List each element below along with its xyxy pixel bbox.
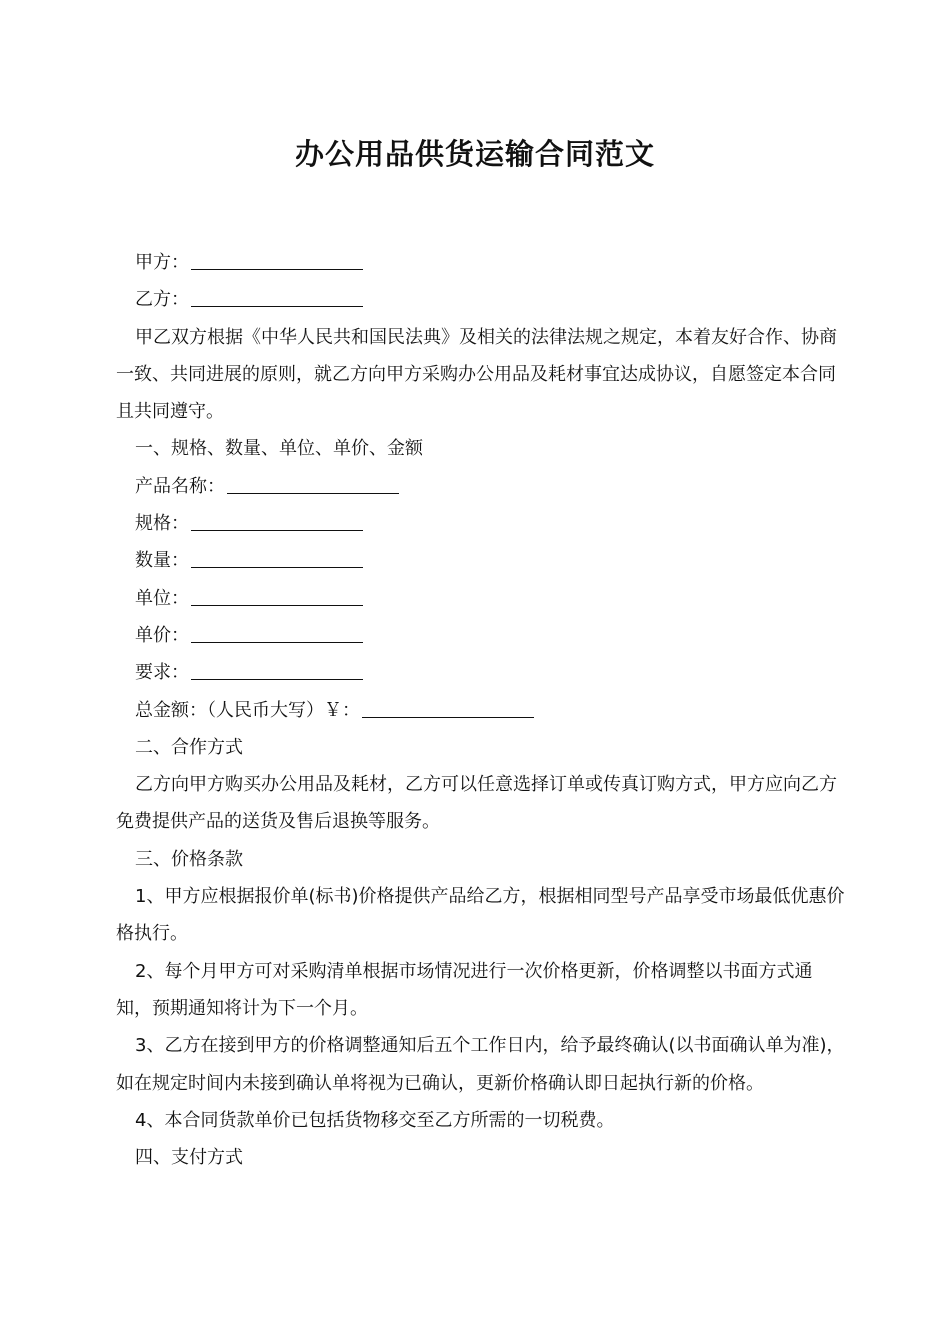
party-b-label: 乙方：: [135, 289, 189, 311]
field-blank[interactable]: [191, 659, 363, 680]
field-label: 规格：: [135, 513, 189, 535]
field-label: 单价：: [135, 624, 189, 646]
party-b-line: [116, 281, 846, 318]
field-label: 产品名称：: [135, 475, 225, 497]
field-blank[interactable]: [362, 697, 534, 718]
field-label: 总金额：（人民币大写）￥：: [135, 699, 360, 721]
section1-heading: 一、规格、数量、单位、单价、金额: [135, 438, 423, 460]
spec-line: [116, 505, 846, 542]
party-b-blank[interactable]: [191, 286, 363, 307]
party-a-line: [116, 244, 846, 281]
field-label: 单位：: [135, 587, 189, 609]
field-blank[interactable]: [191, 622, 363, 643]
price-clause-2: 2、每个月甲方可对采购清单根据市场情况进行一次价格更新，价格调整以书面方式通知，预期通知将计为下一个月。: [116, 960, 813, 1019]
party-a-blank[interactable]: [191, 249, 363, 270]
section3-heading: 三、价格条款: [135, 848, 243, 870]
total-amount-line: [116, 692, 846, 729]
unit-line: [116, 580, 846, 617]
field-label: 要求：: [135, 662, 189, 684]
price-clause-1: 1、甲方应根据报价单(标书)价格提供产品给乙方，根据相同型号产品享受市场最低优惠价格执行。: [116, 886, 845, 945]
price-clause-4: 4、本合同货款单价已包括货物移交至乙方所需的一切税费。: [135, 1109, 615, 1131]
section2-paragraph: 乙方向甲方购买办公用品及耗材，乙方可以任意选择订单或传真订购方式，甲方应向乙方免费提供产品的送货及售后退换等服务。: [116, 774, 837, 833]
field-blank[interactable]: [191, 547, 363, 568]
requirement-line: [116, 654, 846, 691]
quantity-line: [116, 542, 846, 579]
unit-price-line: [116, 617, 846, 654]
intro-paragraph: 甲乙双方根据《中华人民共和国民法典》及相关的法律法规之规定，本着友好合作、协商一致、共同进展的原则，就乙方向甲方采购办公用品及耗材事宜达成协议，自愿签定本合同且共同遵守。: [116, 326, 837, 423]
field-blank[interactable]: [191, 510, 363, 531]
document-title: 办公用品供货运输合同范文: [294, 137, 655, 171]
party-a-label: 甲方：: [135, 252, 189, 273]
field-blank[interactable]: [227, 473, 399, 494]
product-name-line: [116, 468, 846, 505]
section2-heading: 二、合作方式: [135, 736, 243, 758]
field-label: 数量：: [135, 550, 189, 572]
document-body: [116, 244, 846, 1176]
price-clause-3: 3、乙方在接到甲方的价格调整通知后五个工作日内，给予最终确认(以书面确认单为准)，如在规定时间内未接到确认单将视为已确认，更新价格确认即日起执行新的价格。: [116, 1035, 845, 1094]
section4-heading: 四、支付方式: [135, 1147, 243, 1169]
field-blank[interactable]: [191, 585, 363, 606]
